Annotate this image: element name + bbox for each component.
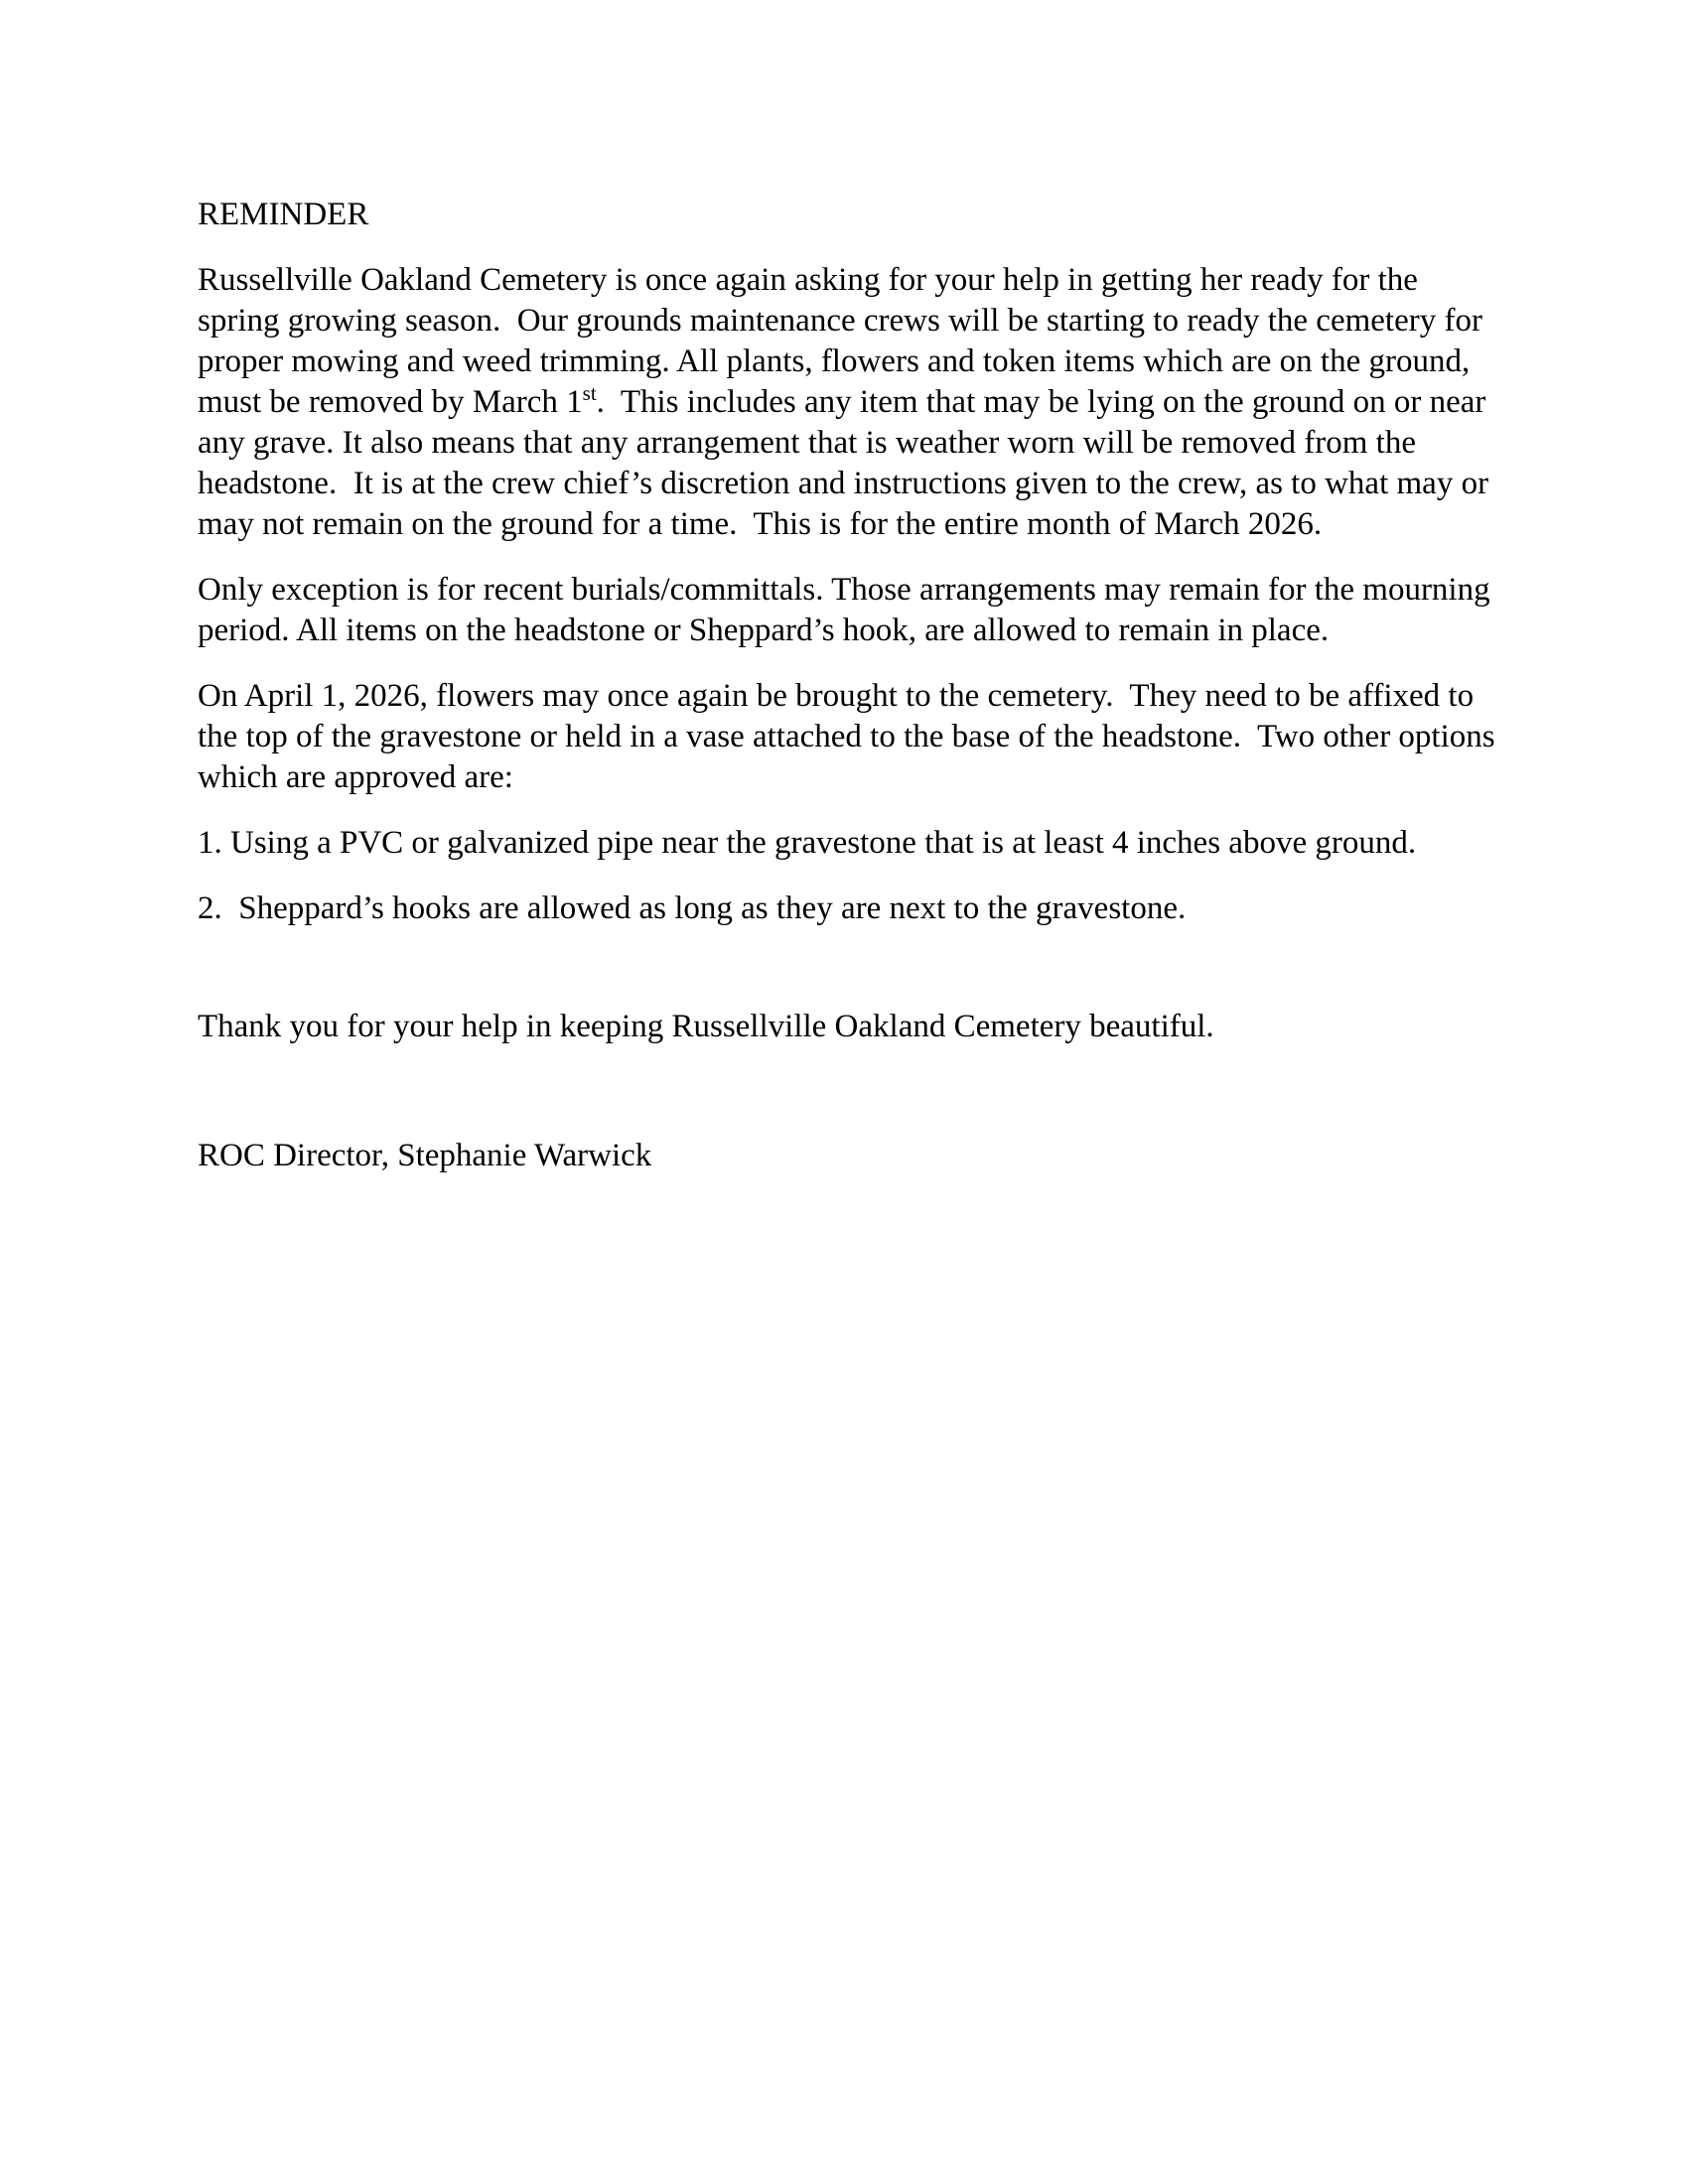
option-list-item-2: 2. Sheppard’s hooks are allowed as long as they are next to the gravestone. [198, 890, 1187, 926]
ordinal-superscript: st [582, 381, 597, 405]
intro-paragraph [198, 260, 1498, 545]
signature-line: ROC Director, Stephanie Warwick [198, 1138, 652, 1173]
april-rules-paragraph: On April 1, 2026, flowers may once again be brought to the cemetery. They need to be affixed to the top of the gravestone or held in a vase attached to the base of the headstone. Two other options which are approved are: [198, 678, 1503, 795]
exception-paragraph: Only exception is for recent burials/committals. Those arrangements may remain for the mourning period. All items on the headstone or Sheppard’s hook, are allowed to remain in place. [198, 572, 1498, 648]
intro-text-after-superscript: . This includes any item that may be lying on the ground on or near any grave. It also means that any arrangement that is weather worn will be removed from the headstone. It is at the crew chief’s discretion and instructions given to the crew, as to what may or may not remain on the ground for a time. This is for the entire month of March 2026. [198, 384, 1497, 542]
reminder-heading: REMINDER [198, 197, 369, 232]
closing-paragraph: Thank you for your help in keeping Russellville Oakland Cemetery beautiful. [198, 1009, 1214, 1044]
option-list-item-1: 1. Using a PVC or galvanized pipe near the gravestone that is at least 4 inches above ground. [198, 825, 1417, 861]
intro-text-before-superscript: Russellville Oakland Cemetery is once again asking for your help in getting her ready for the spring growing season. Our grounds maintenance crews will be starting to ready the cemetery for proper mowing and weed trimming. All plants, flowers and token items which are on the ground, must be removed by March 1 [198, 262, 1491, 420]
